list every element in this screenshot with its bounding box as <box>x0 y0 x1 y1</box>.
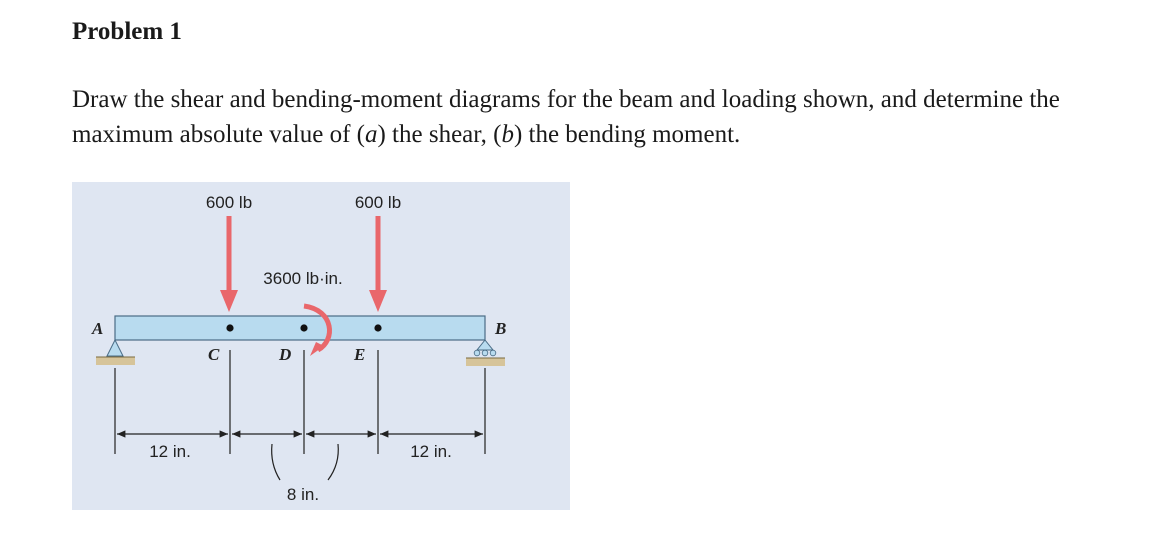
load-label-left: 600 lb <box>205 193 253 212</box>
statement-text-1: Draw the shear and bending-moment diagrams for the beam and loading shown, and determine the maximum absolute value of ( <box>72 86 1060 148</box>
beam <box>115 316 485 340</box>
dim-label-right: 12 in. <box>410 442 452 461</box>
label-a: A <box>92 319 104 338</box>
point-e-dot <box>374 324 381 331</box>
beam-figure <box>72 182 570 510</box>
point-c-dot <box>226 324 233 331</box>
label-e: E <box>354 345 366 364</box>
load-arrow-left <box>220 216 238 312</box>
extension-lines <box>115 350 485 454</box>
label-b: B <box>495 319 507 338</box>
problem-statement <box>72 82 1132 152</box>
label-c: C <box>208 345 220 364</box>
point-d-dot <box>300 324 307 331</box>
couple-label: 3600 lb·in. <box>263 269 343 288</box>
load-label-right: 600 lb <box>354 193 402 212</box>
dim-label-left: 12 in. <box>149 442 191 461</box>
roller-support-b <box>466 340 505 366</box>
beam-diagram <box>72 182 570 510</box>
dim-label-center: 8 in. <box>286 485 320 504</box>
load-arrow-right <box>369 216 387 312</box>
label-d: D <box>279 345 292 364</box>
problem-title: Problem 1 <box>72 18 182 45</box>
part-a-letter: a <box>364 121 378 148</box>
part-b-letter: b <box>501 121 514 148</box>
statement-text-2: ) the shear, ( <box>377 121 502 148</box>
statement-text-3: ) the bending moment. <box>513 121 741 148</box>
pin-support-a <box>96 340 135 365</box>
